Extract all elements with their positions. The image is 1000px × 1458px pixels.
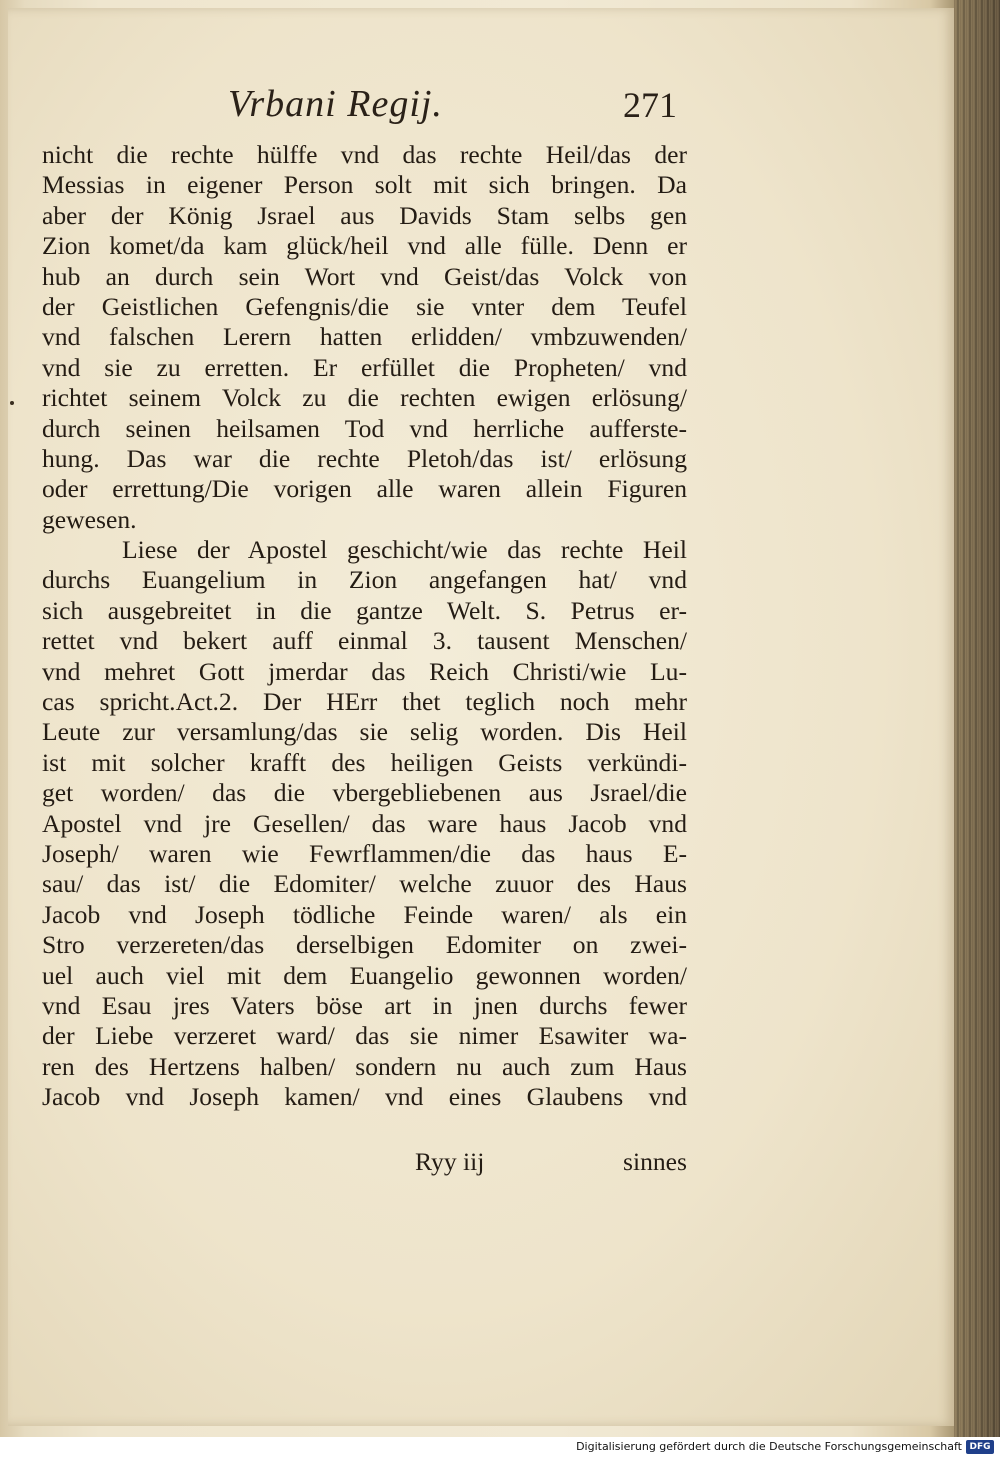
page-edges	[954, 0, 1000, 1437]
digitization-footer	[0, 1437, 1000, 1458]
text-line: sau/ das ist/ die Edomiter/ welche zuuor des Haus	[42, 869, 687, 899]
text-line: Jacob vnd Joseph tödliche Feinde waren/ als ein	[42, 899, 687, 929]
running-title: Vrbani Regij.	[228, 83, 443, 125]
text-line: der Liebe verzeret ward/ das sie nimer Esawiter wa-	[42, 1021, 687, 1051]
text-line: vnd falschen Lerern hatten erlidden/ vmbzuwenden/	[42, 322, 687, 352]
text-line: aber der König Jsrael aus Davids Stam selbs gen	[42, 200, 687, 230]
text-line: Leute zur versamlung/das sie selig worden. Dis Heil	[42, 717, 687, 747]
text-line: der Geistlichen Gefengnis/die sie vnter dem Teufel	[42, 291, 687, 321]
text-line: durch seinen heilsamen Tod vnd herrliche aufferste-	[42, 413, 687, 443]
text-line: Messias in eigener Person solt mit sich bringen. Da	[42, 170, 687, 200]
text-line: ist mit solcher krafft des heiligen Geists verkündi-	[42, 747, 687, 777]
funding-credit: Digitalisierung gefördert durch die Deutsche Forschungsgemeinschaft	[576, 1440, 962, 1453]
dfg-logo: DFG	[966, 1440, 994, 1454]
page-number: 271	[623, 85, 677, 125]
page-header	[228, 82, 688, 132]
signature-mark: Ryy iij	[415, 1147, 485, 1176]
text-line: hung. Das war die rechte Pletoh/das ist/ erlösung	[42, 443, 687, 473]
catchword: sinnes	[623, 1147, 687, 1176]
text-line: rettet vnd bekert auff einmal 3. tausent Menschen/	[42, 626, 687, 656]
text-line: durchs Euangelium in Zion angefangen hat/ vnd	[42, 565, 687, 595]
text-line: oder errettung/Die vorigen alle waren allein Figuren	[42, 474, 687, 504]
text-line: Zion komet/da kam glück/heil vnd alle fülle. Denn er	[42, 231, 687, 261]
text-line: cas spricht.Act.2. Der HErr thet teglich noch mehr	[42, 687, 687, 717]
text-line: sich ausgebreitet in die gantze Welt. S. Petrus er-	[42, 595, 687, 625]
text-line: Apostel vnd jre Gesellen/ das ware haus Jacob vnd	[42, 808, 687, 838]
text-line: get worden/ das die vbergebliebenen aus Jsrael/die	[42, 778, 687, 808]
body-text	[42, 140, 687, 1113]
text-line: vnd Esau jres Vaters böse art in jnen durchs fewer	[42, 990, 687, 1020]
text-line: Stro verzereten/das derselbigen Edomiter on zwei-	[42, 930, 687, 960]
text-line: nicht die rechte hülffe vnd das rechte Heil/das der	[42, 140, 687, 169]
text-line: uel auch viel mit dem Euangelio gewonnen worden/	[42, 960, 687, 990]
text-line: vnd mehret Gott jmerdar das Reich Christi/wie Lu-	[42, 656, 687, 686]
ink-speck	[10, 401, 14, 405]
text-line: ren des Hertzens halben/ sondern nu auch zum Haus	[42, 1051, 687, 1081]
text-line: Joseph/ waren wie Fewrflammen/die das haus E-	[42, 838, 687, 868]
paragraph-first-line: Liese der Apostel geschicht/wie das rechte Heil	[122, 535, 687, 565]
text-line: hub an durch sein Wort vnd Geist/das Volck von	[42, 261, 687, 291]
text-line: richtet seinem Volck zu die rechten ewigen erlösung/	[42, 383, 687, 413]
text-line: gewesen.	[42, 504, 137, 534]
text-line: vnd sie zu erretten. Er erfüllet die Propheten/ vnd	[42, 352, 687, 382]
text-line: Jacob vnd Joseph kamen/ vnd eines Glaubens vnd	[42, 1082, 687, 1112]
page-footer-line	[415, 1147, 687, 1179]
